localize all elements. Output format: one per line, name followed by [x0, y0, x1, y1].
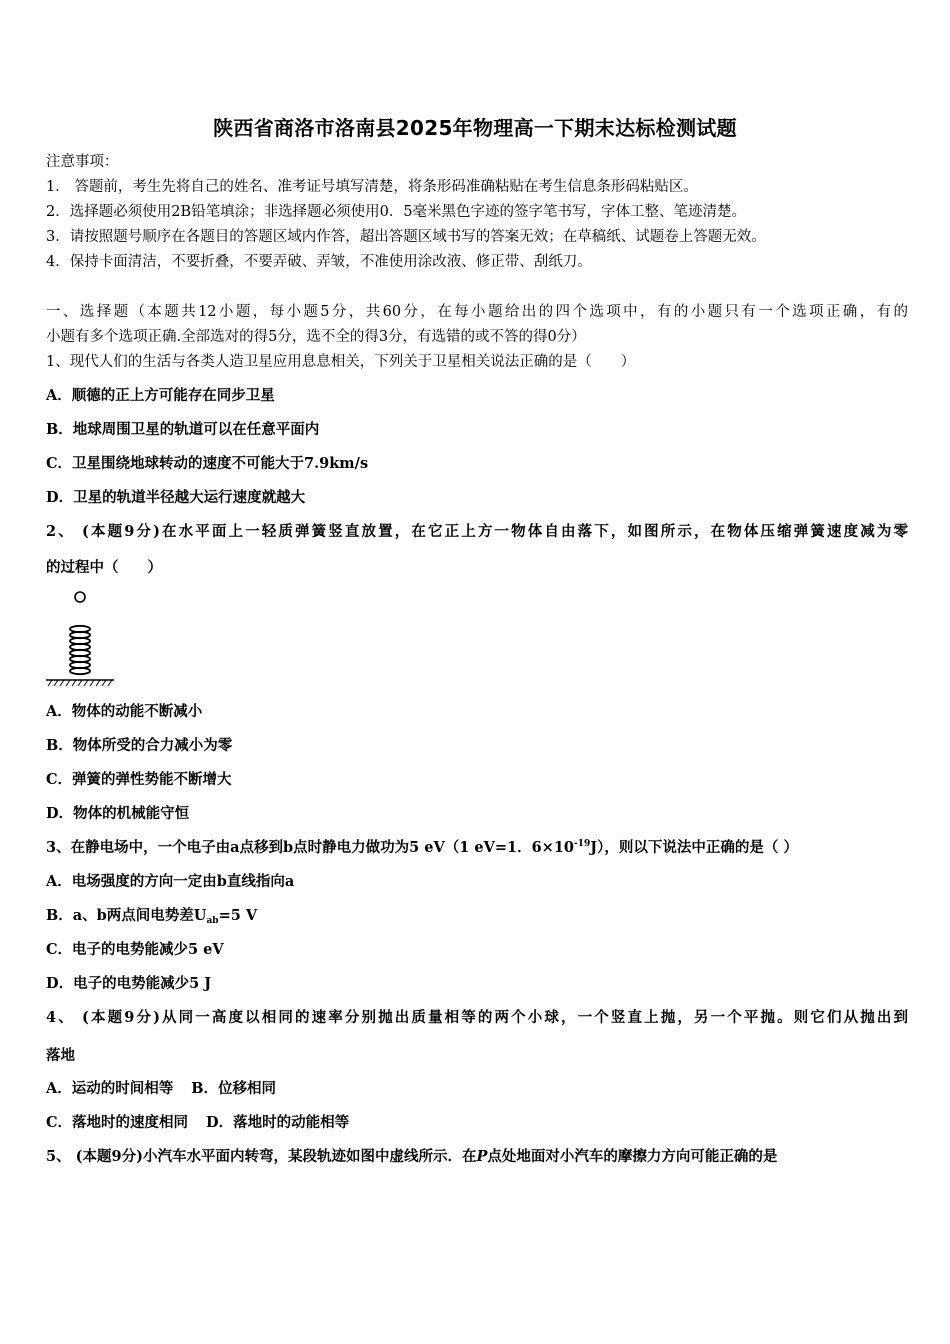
question-2-option-d: D．物体的机械能守恒: [46, 805, 190, 822]
question-1-option-b: B．地球周围卫星的轨道可以在任意平面内: [46, 421, 320, 438]
question-3-option-d: D．电子的电势能减少5 J: [46, 975, 212, 992]
question-3-option-c: C．电子的电势能减少5 eV: [46, 941, 224, 958]
vertical-spring: [70, 626, 90, 674]
notice-heading: 注意事项：: [46, 154, 119, 170]
notice-item-2: 2．选择题必须使用2B铅笔填涂；非选择题必须使用0．5毫米黑色字迹的签字笔书写，字体工整、笔迹清楚。: [46, 204, 747, 220]
question-2-option-b: B．物体所受的合力减小为零: [46, 737, 233, 754]
question-5-stem-tail: 点处地面对小汽车的摩擦力方向可能正确的是: [487, 1148, 778, 1165]
question-4-options-cd: [46, 1113, 908, 1133]
question-1-option-a: A．顺德的正上方可能存在同步卫星: [46, 387, 275, 404]
falling-ball: [75, 592, 85, 602]
question-3-option-b-tail: =5 V: [218, 907, 258, 924]
question-2-stem-line-2: 的过程中（ ）: [46, 559, 162, 576]
question-3-exponent: -19: [574, 839, 591, 849]
question-4-option-a: A．运动的时间相等: [46, 1080, 174, 1097]
question-4-stem-line-2: 落地: [46, 1047, 75, 1064]
question-4-option-c: C．落地时的速度相同: [46, 1114, 189, 1131]
question-2-stem-line-1: 2、 (本题9分)在水平面上一轻质弹簧竖直放置，在它正上方一物体自由落下，如图所示，在物体压缩弹簧速度减为零: [46, 523, 908, 540]
notice-item-3: 3．请按照题号顺序在各题目的答题区域内作答，超出答题区域书写的答案无效；在草稿纸、试题卷上答题无效。: [46, 229, 766, 245]
question-3-option-a: A．电场强度的方向一定由b直线指向a: [46, 873, 295, 890]
notice-item-1: 1． 答题前，考生先将自己的姓名、准考证号填写清楚，将条形码准确粘贴在考生信息条形码粘贴区。: [46, 179, 698, 195]
question-5-stem-text: 5、 (本题9分)小汽车水平面内转弯，某段轨迹如图中虚线所示．在: [46, 1148, 477, 1165]
question-3-stem: [46, 838, 908, 858]
question-3-option-b: [46, 906, 908, 926]
question-2-option-a: A．物体的动能不断减小: [46, 703, 203, 720]
page-title: 陕西省商洛市洛南县2025年物理高一下期末达标检测试题: [213, 116, 737, 140]
notice-item-4: 4．保持卡面清洁，不要折叠，不要弄破、弄皱，不准使用涂改液、修正带、刮纸刀。: [46, 254, 592, 270]
question-1-option-d: D．卫星的轨道半径越大运行速度就越大: [46, 489, 306, 506]
question-1-stem: 1、现代人们的生活与各类人造卫星应用息息相关，下列关于卫星相关说法正确的是（ ）: [46, 354, 636, 370]
question-2-option-c: C．弹簧的弹性势能不断增大: [46, 771, 232, 788]
section-instructions-line-2: 小题有多个选项正确.全部选对的得5分，选不全的得3分，有选错的或不答的得0分）: [46, 329, 586, 345]
question-3-option-b-text: B．a、b两点间电势差U: [46, 907, 207, 924]
question-5-point-p: P: [476, 1148, 488, 1165]
question-3-stem-tail: J），则以下说法中正确的是（ ）: [590, 839, 798, 856]
ground-surface: [46, 680, 114, 686]
question-3-option-b-subscript: ab: [206, 916, 219, 926]
question-5-stem: [46, 1147, 908, 1167]
spring-ball-figure: [44, 586, 116, 688]
question-4-option-d: D．落地时的动能相等: [206, 1114, 350, 1131]
question-1-option-c: C．卫星围绕地球转动的速度不可能大于7.9km/s: [46, 455, 369, 472]
question-4-option-b: B．位移相同: [191, 1080, 277, 1097]
question-4-options-ab: [46, 1079, 908, 1099]
question-3-stem-text: 3、在静电场中，一个电子由a点移到b点时静电力做功为5 eV（1 eV=1．6×10: [46, 839, 575, 856]
section-instructions-line-1: 一、选择题（本题共12小题，每小题5分，共60分，在每小题给出的四个选项中，有的小题只有一个选项正确，有的: [46, 304, 908, 320]
question-4-stem-line-1: 4、 (本题9分)从同一高度以相同的速率分别抛出质量相等的两个小球，一个竖直上抛，另一个平抛。则它们从抛出到: [46, 1009, 908, 1026]
